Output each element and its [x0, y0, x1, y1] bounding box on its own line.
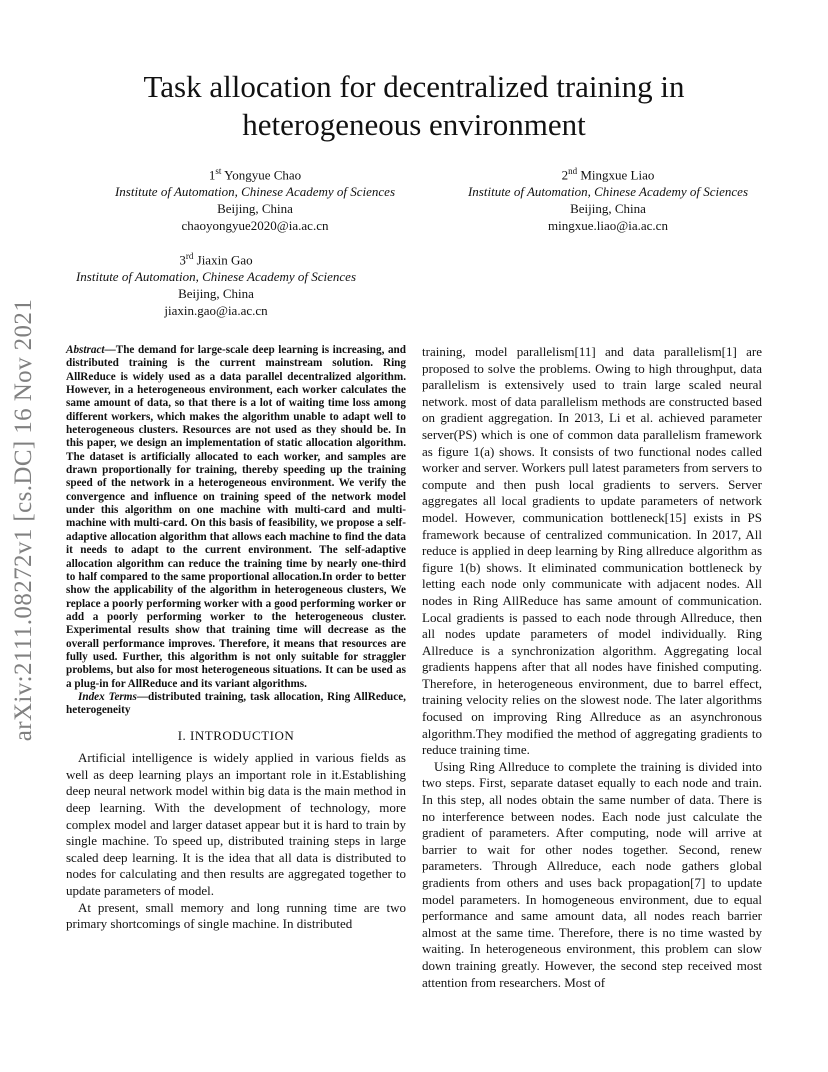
arxiv-id-text: arXiv:2111.08272v1 [cs.DC] 16 Nov 2021: [10, 298, 38, 742]
author-block-1: [100, 163, 410, 234]
author-affiliation: Institute of Automation, Chinese Academy of Sciences: [114, 184, 396, 200]
abstract: [66, 344, 406, 691]
author-email: mingxue.liao@ia.ac.cn: [548, 218, 668, 234]
section-heading-introduction: I. INTRODUCTION: [177, 727, 295, 743]
author-block-3: [58, 248, 374, 319]
author-block-2: [450, 163, 766, 234]
author-email: chaoyongyue2020@ia.ac.cn: [181, 218, 329, 234]
author-affiliation: Institute of Automation, Chinese Academy of Sciences: [467, 184, 749, 200]
author-location: Beijing, China: [178, 286, 254, 302]
right-column: [422, 344, 762, 991]
author-location: Beijing, China: [570, 201, 646, 217]
author-name: 2nd Mingxue Liao: [561, 166, 655, 183]
intro-paragraph-2: At present, small memory and long running time are two primary shortcomings of single machine. In distributed: [66, 899, 406, 932]
abstract-label: Abstract: [66, 344, 105, 356]
left-column: [66, 344, 406, 933]
index-terms-text: —distributed training, task allocation, Ring AllReduce, heterogeneity: [66, 690, 406, 717]
author-email: jiaxin.gao@ia.ac.cn: [164, 303, 268, 319]
index-terms: [66, 691, 406, 718]
author-name: 1st Yongyue Chao: [208, 166, 302, 183]
author-affiliation: Institute of Automation, Chinese Academy of Sciences: [75, 269, 357, 285]
intro-paragraph-1: Artificial intelligence is widely applied in various fields as well as deep learning plays an important role in it.Establishing deep neural network model within big data is the main method in deep learning. With the development of technology, more complex model and larger dataset appear but it is hard to train by single machine. To speed up, distributed training steps in large scaled deep learning. It is the idea that all data is distributed to nodes for calculating and then results are aggregated together to update parameters of model.: [66, 750, 406, 898]
abstract-text: —The demand for large-scale deep learning is increasing, and distributed training is the current mainstream solution. Ring AllReduce is widely used as a data parallel decentralized algorithm. However, in a heterogeneous environment, each worker calculates the same amount of data, so that there is a lot of waiting time loss among different workers, which makes the algorithm unable to adapt well to heterogeneous clusters. Resources are not used as they should be. In this paper, we design an implementation of static allocation algorithm. The dataset is artificially allocated to each worker, and samples are drawn proportionally for training, thereby speeding up the training speed of the network in a heterogeneous environment. We verify the convergence and influence on training speed of the network model under this algorithm on one machine with multi-card and multi-machine with multi-card. On this basis of feasibility, we propose a self-adaptive allocation algorithm that allows each machine to find the data it needs to adapt to the current environment. The self-adaptive allocation algorithm can reduce the training time by nearly one-third to half compared to the same proportional allocation.In order to better show the applicability of the algorithm in heterogeneous clusters, We replace a poorly performing worker with a good performing worker or add a poorly performing worker to the heterogeneous cluster. Experimental results show that training time will decrease as the overall performance improves. Therefore, it means that resources are fully used. Further, this algorithm is not only suitable for straggler problems, but also for most heterogeneous situations. It can be used as a plug-in for AllReduce and its variant algorithms.: [66, 344, 406, 690]
right-paragraph-1: training, model parallelism[11] and data parallelism[1] are proposed to solve the problems. Owing to high throughput, data parallelism is extensively used to train large scaled neural network. most of data parallelism methods are constructed based on gradient aggregation. In 2013, Li et al. achieved parameter server(PS) which is one of common data parallelism framework as figure 1(a) shows. It consists of two functional nodes called worker and server. Workers pull latest parameters from servers to compute and then push local gradients to servers. Server aggregates all local gradients to update parameters of network model. However, communication bottleneck[15] exists in PS framework because of centralized communication. In 2017, All reduce is applied in deep learning by Ring allreduce algorithm as figure 1(b) shows. It eliminated communication bottleneck by letting each node only communicate with adjacent nodes. All nodes in Ring AllReduce has same amount of communication. Local gradients is passed to each node through Allreduce, then all nodes update parameters of model individually. Ring Allreduce is a synchronization algorithm. Aggregating local gradients happens after that all nodes have finished computing. Therefore, in heterogeneous environment, due to barrel effect, training velocity relies on the slowest node. The later algorithms focused on improving Ring Allreduce as an asynchronous algorithm.They modified the method of aggregating gradients to reduce training time.: [422, 344, 762, 758]
author-name: 3rd Jiaxin Gao: [179, 251, 253, 268]
right-paragraph-2: Using Ring Allreduce to complete the training is divided into two steps. First, separate dataset equally to each node and train. In this step, all nodes obtain the same number of data. There is no interference between nodes. Each node just calculate the gradient of parameters. After computing, node will arrive at barrier to wait for other nodes together. Second, renew parameters. Through Allreduce, each node gathers global gradients from others and uses back propagation[7] to update model parameters. In homogeneous environment, due to equal performance and same amount data, all nodes reach barrier almost at the same time. Therefore, there is no time wasted by waiting. In heterogeneous environment, this problem can slow down training greatly. However, the second step received most attention from researchers. Most of: [422, 758, 762, 990]
arxiv-identifier: [4, 280, 44, 760]
author-location: Beijing, China: [217, 201, 293, 217]
paper-title: Task allocation for decentralized training in heterogeneous environment: [143, 69, 685, 142]
index-terms-label: Index Terms: [78, 690, 137, 703]
